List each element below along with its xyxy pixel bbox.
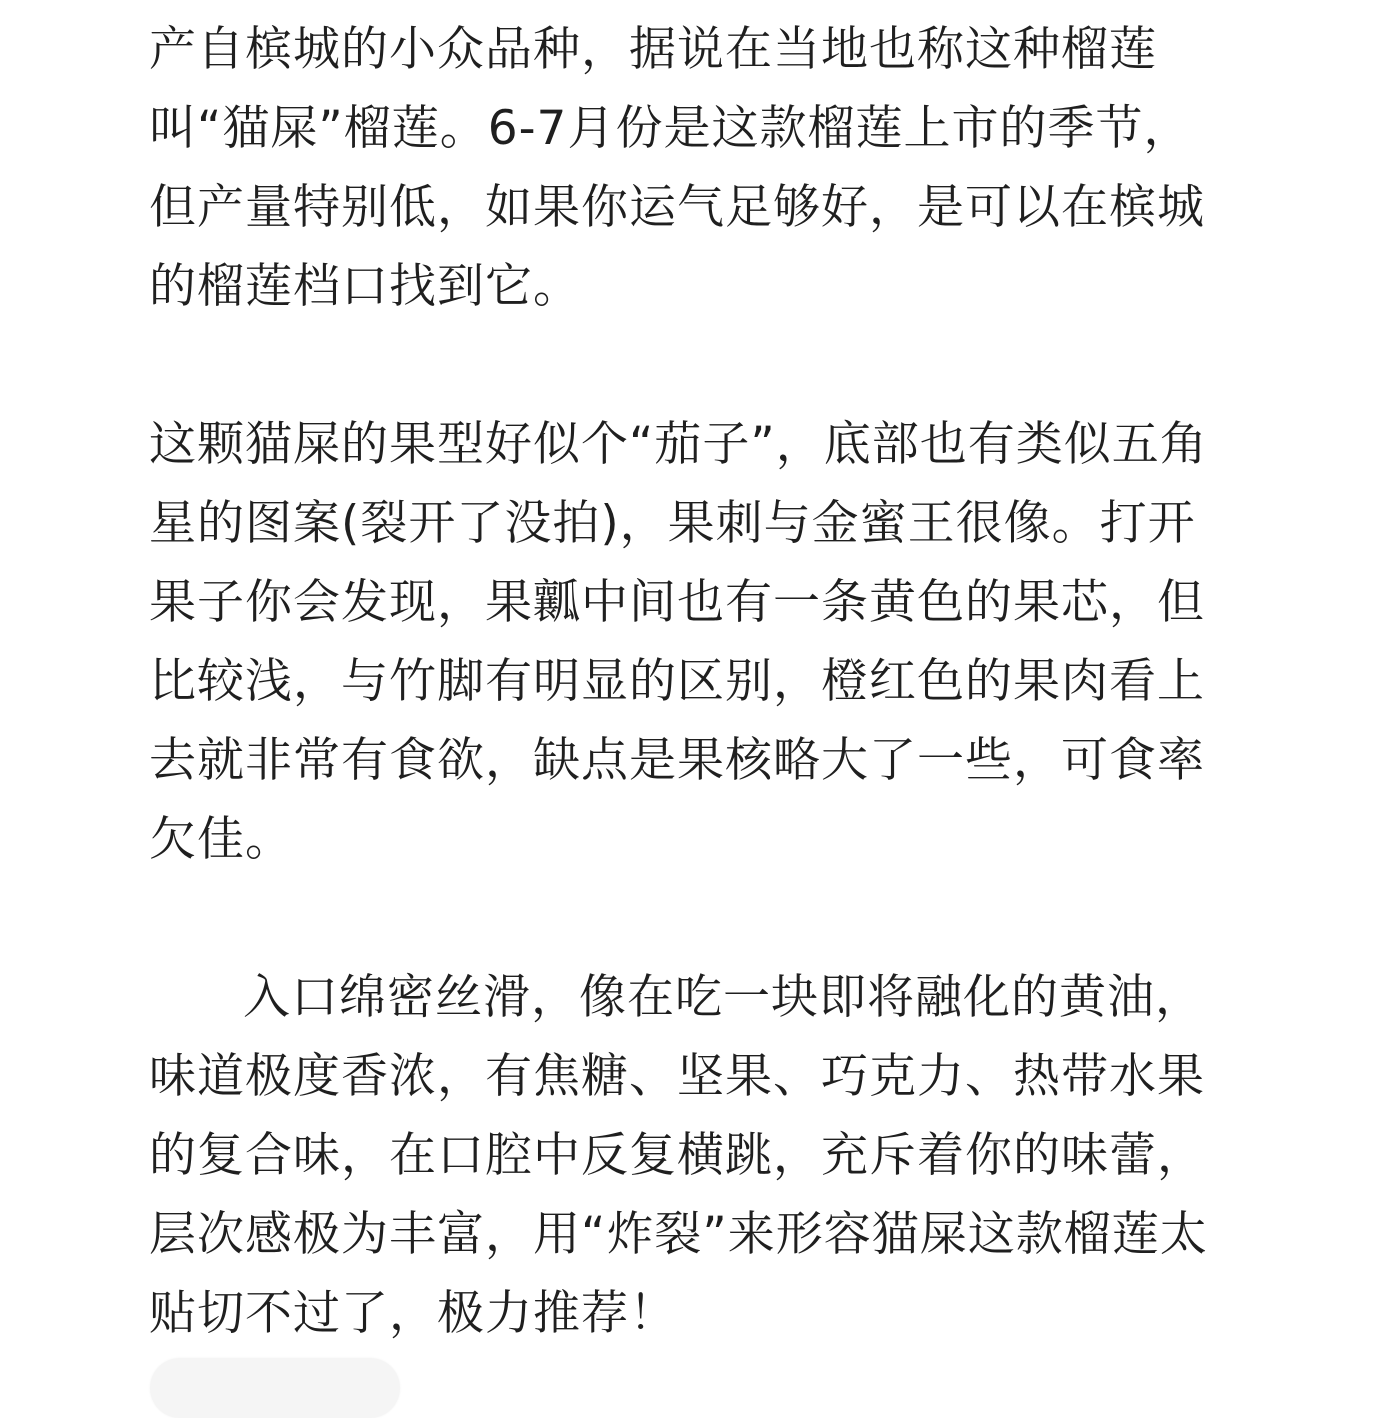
article-paragraph-origin: 产自槟城的小众品种，据说在当地也称这种榴莲叫“猫屎”榴莲。6-7月份是这款榴莲上市的季节，但产量特别低，如果你运气足够好，是可以在槟城的榴莲档口找到它。 xyxy=(149,22,1205,314)
article-paragraph-taste: 入口绵密丝滑，像在吃一块即将融化的黄油，味道极度香浓，有焦糖、坚果、巧克力、热带水果的复合味，在口腔中反复横跳，充斥着你的味蕾，层次感极为丰富，用“炸裂”来形容猫屎这款榴莲太贴切不过了，极力推荐！ xyxy=(149,970,1208,1341)
bottom-card-edge xyxy=(150,1358,400,1418)
article-body xyxy=(149,10,1234,1353)
article-paragraph-appearance: 这颗猫屎的果型好似个“茄子”，底部也有类似五角星的图案(裂开了没拍)，果刺与金蜜王很像。打开果子你会发现，果瓤中间也有一条黄色的果芯，但比较浅，与竹脚有明显的区别，橙红色的果肉看上去就非常有食欲，缺点是果核略大了一些，可食率欠佳。 xyxy=(149,417,1208,867)
